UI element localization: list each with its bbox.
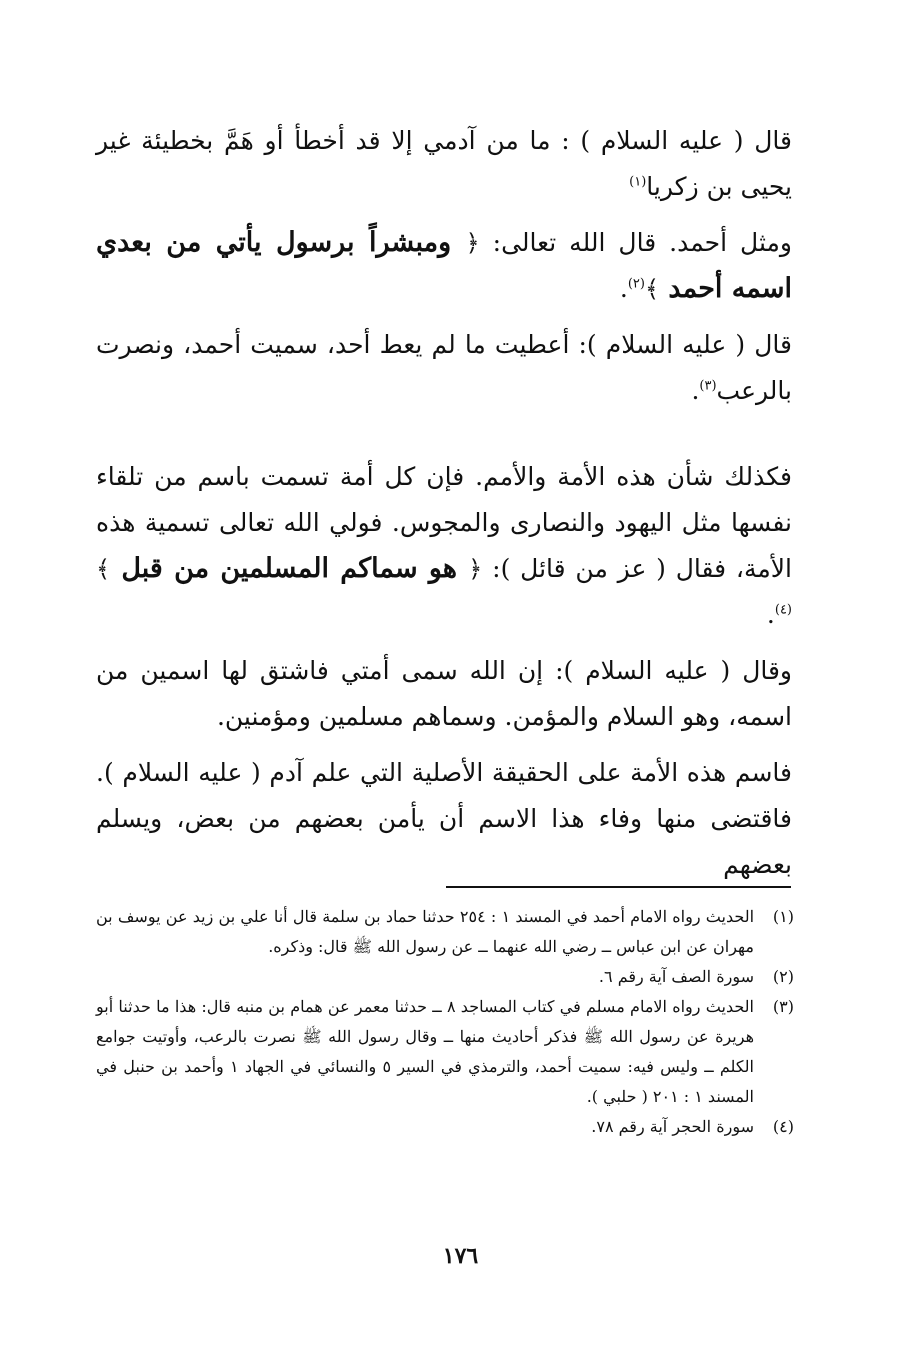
paragraph-2: ومثل أحمد. قال الله تعالى: ﴿ ومبشراً برسول يأتي من بعدي اسمه أحمد ﴾$^{(٢)}$. (96, 227, 792, 304)
footnote-4 (96, 1112, 794, 1142)
ornate-bracket-close: ﴾ (96, 555, 111, 583)
footnote-text: سورة الحجر آية رقم ٧٨. (591, 1117, 754, 1136)
footnote-text: الحديث رواه الامام مسلم في كتاب المساجد ٨ ــ حدثنا معمر عن همام بن منبه قال: هذا ما حدثنا أبو هريرة عن رسول الله ﷺ فذكر أحاديث منها ــ وقال رسول الله ﷺ نصرت بالرعب، وأوتيت جوامع الكلم ــ وليس فيه: سميت أحمد، والترمذي في السير ٥ والنسائي في الجهاد ١ وأحمد بن حنبل في المسند ١ : ٢٠١ ( حلبي ). (96, 997, 754, 1106)
footnote-text: الحديث رواه الامام أحمد في المسند ١ : ٢٥٤ حدثنا حماد بن سلمة قال أنا علي بن زيد عن يوسف بن مهران عن ابن عباس ــ رضي الله عنهما ــ عن رسول الله ﷺ قال: وذكره. (96, 907, 755, 956)
ornate-bracket-close: ﴾ (644, 275, 660, 303)
footnote-text: سورة الصف آية رقم ٦. (598, 967, 754, 986)
footnote-number: (٣) (772, 997, 794, 1016)
quran-verse-2: هو سماكم المسلمين من قبل (110, 553, 469, 584)
paragraph-6-text: فاسم هذه الأمة على الحقيقة الأصلية التي علم آدم ( عليه السلام ). فاقتضى منها وفاء هذا الاسم أن يأمن بعضهم من بعض، ويسلم بعضهم (96, 758, 792, 879)
paragraph-3-text: قال ( عليه السلام ): أعطيت ما لم يعط أحد، سميت أحمد، ونصرت بالرعب (96, 330, 792, 405)
main-text (96, 118, 792, 906)
paragraph-5-text: وقال ( عليه السلام ): إن الله سمى أمتي فاشتق لها اسمين من اسمه، وهو السلام والمؤمن. وسماهم مسلمين ومؤمنين. (96, 656, 792, 731)
footnote-3 (96, 992, 794, 1112)
paragraph-1 (96, 118, 792, 210)
paragraph-4-intro: فكذلك شأن هذه الأمة والأمم. فإن كل أمة تسمت باسم من تلقاء نفسها مثل اليهود والنصارى والمجوس. فولي الله تعالى تسمية هذه الأمة، فقال ( عز من قائل ): (96, 462, 792, 583)
footnote-1 (96, 902, 794, 962)
ornate-bracket-open: ﴿ (465, 229, 480, 257)
footnotes (96, 902, 794, 1142)
footnote-number: (٢) (772, 967, 794, 986)
footnote-ref-3: (٣) (699, 378, 717, 394)
paragraph-2-intro: ومثل أحمد. قال الله تعالى: (479, 228, 792, 257)
footnote-separator (446, 886, 791, 888)
footnote-ref-4: (٤) (774, 602, 792, 618)
section-gap (96, 432, 792, 454)
footnote-ref-1: (١) (629, 174, 647, 190)
paragraph-3: قال ( عليه السلام ): أعطيت ما لم يعط أحد، سميت أحمد، ونصرت بالرعب$^{(٣)}$. (96, 330, 792, 405)
footnote-2 (96, 962, 794, 992)
ornate-bracket-open: ﴿ (468, 555, 483, 583)
paragraph-5 (96, 648, 792, 740)
paragraph-1-text: قال ( عليه السلام ) : ما من آدمي إلا قد أخطأ أو هَمَّ بخطيئة غير يحيى بن زكريا (96, 126, 792, 201)
footnote-number: (٤) (772, 1117, 794, 1136)
quran-verse-1: ومبشراً برسول يأتي من بعدي اسمه أحمد (96, 227, 792, 304)
paragraph-4: فكذلك شأن هذه الأمة والأمم. فإن كل أمة تسمت باسم من تلقاء نفسها مثل اليهود والنصارى والمجوس. فولي الله تعالى تسمية هذه الأمة، فقال ( عز من قائل ): ﴿ هو سماكم المسلمين من قبل ﴾$^{(٤)}$. (96, 462, 792, 629)
paragraph-6 (96, 750, 792, 888)
footnote-number: (١) (772, 907, 794, 926)
footnote-ref-2: (٢) (627, 276, 645, 292)
page-number: ١٧٦ (442, 1243, 479, 1269)
